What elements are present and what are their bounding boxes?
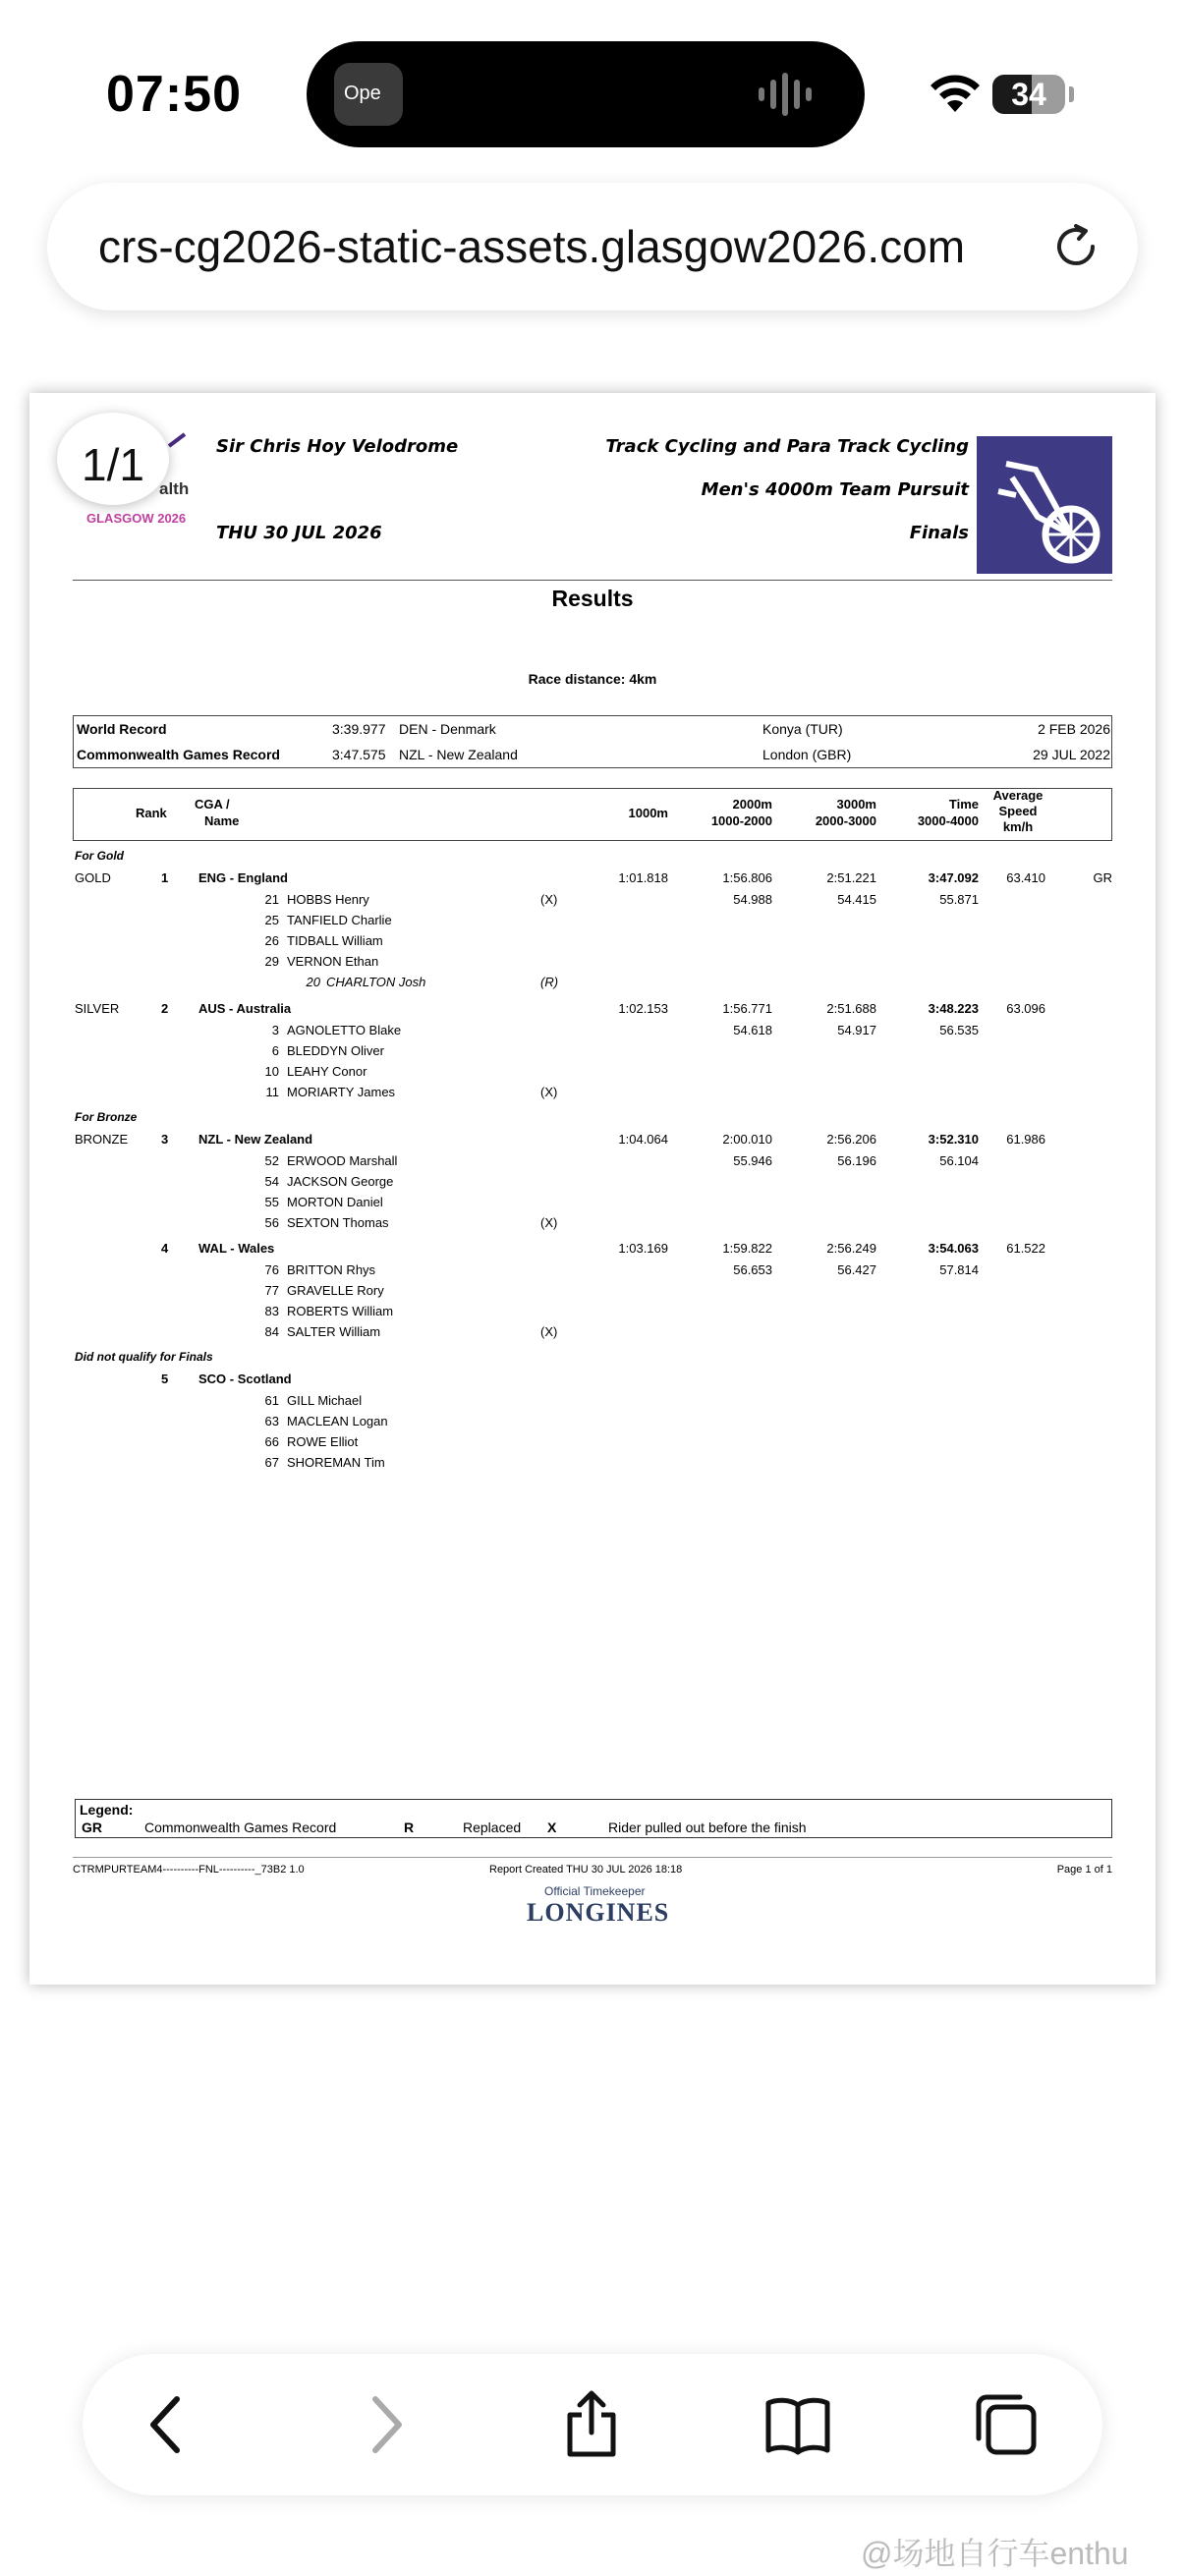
- rider-name: TANFIELD Charlie: [287, 913, 392, 927]
- timekeeper-label: Official Timekeeper: [544, 1884, 646, 1898]
- rider-number: 66: [264, 1434, 279, 1449]
- col-time-sub: 3000-4000: [917, 813, 979, 828]
- rider-name: MORIARTY James: [287, 1085, 396, 1099]
- col-cga: CGA /: [195, 797, 230, 812]
- rider-name: BRITTON Rhys: [287, 1262, 376, 1277]
- record-time: 3:39.977: [332, 721, 386, 737]
- rider-number: 21: [264, 892, 279, 907]
- rider-number: 25: [264, 913, 279, 927]
- legend-box: [75, 1799, 1112, 1838]
- rider-name: BLEDDYN Oliver: [287, 1043, 384, 1058]
- rider-flag: (X): [540, 1215, 558, 1230]
- legend-key: GR: [82, 1820, 102, 1835]
- rider-name: AGNOLETTO Blake: [287, 1023, 402, 1037]
- page-number: Page 1 of 1: [1056, 1864, 1112, 1876]
- avg-speed: 63.096: [1006, 1001, 1045, 1016]
- rider-number: 26: [264, 933, 279, 948]
- venue: Sir Chris Hoy Velodrome: [216, 436, 459, 457]
- rider-flag: (X): [540, 1085, 558, 1099]
- url-text[interactable]: crs-cg2026-static-assets.glasgow2026.com: [98, 221, 966, 272]
- event-date: THU 30 JUL 2026: [216, 523, 382, 543]
- dynamic-island[interactable]: [307, 41, 865, 147]
- rider-flag: (R): [540, 975, 559, 989]
- rank: 3: [161, 1132, 169, 1147]
- rider-number: 6: [271, 1043, 279, 1058]
- logo-mark-icon: [167, 432, 187, 448]
- lap-4000: 55.871: [939, 892, 979, 907]
- status-time: 07:50: [106, 66, 242, 123]
- split-2000: 1:59.822: [722, 1241, 772, 1256]
- col-2000m: 2000m: [732, 797, 772, 812]
- legend-value: Rider pulled out before the finish: [608, 1820, 807, 1835]
- cycling-pictogram: [977, 436, 1112, 574]
- medal: GOLD: [75, 870, 111, 885]
- avg-speed: 63.410: [1006, 870, 1045, 885]
- split-2000: 2:00.010: [722, 1132, 772, 1147]
- lap-2000: 55.946: [733, 1153, 772, 1168]
- rider-number: 52: [264, 1153, 279, 1168]
- col-2000m-sub: 1000-2000: [710, 813, 772, 828]
- rider-name: GILL Michael: [287, 1393, 363, 1408]
- address-bar[interactable]: [47, 183, 1138, 310]
- tabs-icon[interactable]: [971, 2389, 1042, 2460]
- reload-icon[interactable]: [1049, 220, 1102, 273]
- final-time: 3:48.223: [928, 1001, 979, 1016]
- rank: 1: [161, 870, 169, 885]
- safari-toolbar: [83, 2354, 1102, 2495]
- rider-name: ROBERTS William: [287, 1304, 394, 1318]
- report-created: Report Created THU 30 JUL 2026 18:18: [489, 1864, 683, 1876]
- lap-4000: 56.535: [939, 1023, 979, 1037]
- lap-3000: 54.917: [837, 1023, 876, 1037]
- lap-4000: 56.104: [939, 1153, 979, 1168]
- col-speed: Speed: [998, 804, 1038, 818]
- rider-name: CHARLTON Josh: [326, 975, 426, 989]
- rider-number: 29: [264, 954, 279, 969]
- forward-icon[interactable]: [348, 2389, 419, 2460]
- record-time: 3:47.575: [332, 747, 386, 762]
- split-3000: 2:51.221: [826, 870, 876, 885]
- legend-key: X: [547, 1820, 557, 1835]
- col-kmh: km/h: [1002, 819, 1034, 834]
- event-name: Men's 4000m Team Pursuit: [701, 479, 969, 500]
- record-venue: Konya (TUR): [762, 721, 843, 737]
- col-rank: Rank: [136, 806, 167, 820]
- team-name: WAL - Wales: [198, 1241, 275, 1256]
- rider-flag: (X): [540, 892, 558, 907]
- rank: 5: [161, 1372, 169, 1386]
- phase: Finals: [909, 523, 969, 543]
- split-3000: 2:56.206: [826, 1132, 876, 1147]
- legend-title: Legend:: [80, 1802, 134, 1818]
- rider-name: MORTON Daniel: [287, 1195, 383, 1209]
- rider-name: SHOREMAN Tim: [287, 1455, 385, 1470]
- rider-number: 61: [264, 1393, 279, 1408]
- final-time: 3:52.310: [928, 1132, 979, 1147]
- bicycle-icon: [977, 436, 1112, 574]
- lap-3000: 54.415: [837, 892, 876, 907]
- results-title: Results: [551, 586, 634, 611]
- medal: SILVER: [75, 1001, 120, 1016]
- split-3000: 2:51.688: [826, 1001, 876, 1016]
- rider-number: 63: [264, 1414, 279, 1428]
- record-date: 2 FEB 2026: [1038, 721, 1110, 737]
- rider-name: JACKSON George: [287, 1174, 394, 1189]
- logo-glasgow: GLASGOW 2026: [86, 511, 187, 526]
- col-1000m: 1000m: [628, 806, 668, 820]
- lap-4000: 57.814: [939, 1262, 979, 1277]
- avg-speed: 61.986: [1006, 1132, 1045, 1147]
- longines-logo: LONGINES: [527, 1898, 670, 1927]
- rider-number: 10: [264, 1064, 279, 1079]
- medal: BRONZE: [75, 1132, 129, 1147]
- avg-speed: 61.522: [1006, 1241, 1045, 1256]
- rider-name: ERWOOD Marshall: [287, 1153, 398, 1168]
- record-team: NZL - New Zealand: [399, 747, 518, 762]
- record-date: 29 JUL 2022: [1033, 747, 1110, 762]
- rider-name: LEAHY Conor: [287, 1064, 367, 1079]
- lap-2000: 56.653: [733, 1262, 772, 1277]
- rider-name: ROWE Elliot: [287, 1434, 359, 1449]
- team-name: ENG - England: [198, 870, 288, 885]
- team-name: NZL - New Zealand: [198, 1132, 313, 1147]
- rider-number: 54: [264, 1174, 279, 1189]
- col-3000m: 3000m: [836, 797, 876, 812]
- record-note: GR: [1093, 870, 1112, 885]
- split-1000: 1:02.153: [618, 1001, 668, 1016]
- battery-icon: [992, 75, 1065, 114]
- rider-flag: (X): [540, 1324, 558, 1339]
- header-rule: [73, 580, 1112, 581]
- wifi-icon: [928, 73, 983, 114]
- record-team: DEN - Denmark: [399, 721, 496, 737]
- sport: Track Cycling and Para Track Cycling: [605, 436, 969, 457]
- rider-number: 11: [265, 1085, 279, 1099]
- legend-key: R: [404, 1820, 415, 1835]
- rider-number: 83: [264, 1304, 279, 1318]
- section-gold: For Gold: [75, 849, 124, 863]
- page-indicator[interactable]: 1/1: [57, 413, 169, 505]
- rider-number: 3: [271, 1023, 279, 1037]
- split-1000: 1:04.064: [618, 1132, 668, 1147]
- logo-text: alth: [159, 479, 190, 498]
- section-bronze: For Bronze: [75, 1110, 138, 1124]
- col-avg: Average: [992, 788, 1044, 803]
- split-1000: 1:01.818: [618, 870, 668, 885]
- lap-3000: 56.427: [837, 1262, 876, 1277]
- col-3000m-sub: 2000-3000: [815, 813, 876, 828]
- report-code: CTRMPURTEAM4----------FNL----------_73B2 1.0: [73, 1864, 305, 1876]
- split-3000: 2:56.249: [826, 1241, 876, 1256]
- legend-value: Replaced: [463, 1820, 522, 1835]
- share-icon[interactable]: [556, 2389, 627, 2460]
- rider-number: 20: [306, 975, 320, 989]
- col-time: Time: [948, 797, 979, 812]
- rank: 2: [161, 1001, 169, 1016]
- section-dnq: Did not qualify for Finals: [75, 1350, 213, 1364]
- team-name: SCO - Scotland: [198, 1372, 292, 1386]
- pdf-page: [29, 393, 1156, 1985]
- split-1000: 1:03.169: [618, 1241, 668, 1256]
- rider-number: 56: [264, 1215, 279, 1230]
- final-time: 3:47.092: [928, 870, 979, 885]
- rider-name: GRAVELLE Rory: [287, 1283, 384, 1298]
- rider-name: TIDBALL William: [287, 933, 383, 948]
- watermark: @场地自行车enthu: [861, 2536, 1129, 2571]
- team-name: AUS - Australia: [198, 1001, 292, 1016]
- split-2000: 1:56.771: [722, 1001, 772, 1016]
- col-name: Name: [204, 813, 240, 828]
- rider-number: 84: [264, 1324, 279, 1339]
- rider-number: 55: [264, 1195, 279, 1209]
- rider-name: HOBBS Henry: [287, 892, 369, 907]
- rider-name: SALTER William: [287, 1324, 381, 1339]
- split-2000: 1:56.806: [722, 870, 772, 885]
- battery-level: 34: [1011, 77, 1046, 112]
- lap-3000: 56.196: [837, 1153, 876, 1168]
- app-icon[interactable]: Ope: [334, 63, 403, 126]
- final-time: 3:54.063: [928, 1241, 979, 1256]
- race-distance: Race distance: 4km: [528, 671, 657, 687]
- legend-value: Commonwealth Games Record: [144, 1820, 337, 1835]
- rider-number: 77: [264, 1283, 279, 1298]
- record-venue: London (GBR): [762, 747, 852, 762]
- back-icon[interactable]: [134, 2389, 204, 2460]
- rider-name: MACLEAN Logan: [287, 1414, 388, 1428]
- record-label: World Record: [77, 721, 167, 737]
- bookmarks-icon[interactable]: [762, 2389, 833, 2460]
- rider-name: VERNON Ethan: [287, 954, 379, 969]
- lap-2000: 54.618: [733, 1023, 772, 1037]
- audio-wave-icon: [759, 71, 821, 118]
- footer-rule: [73, 1857, 1112, 1858]
- rider-name: SEXTON Thomas: [287, 1215, 389, 1230]
- lap-2000: 54.988: [733, 892, 772, 907]
- record-label: Commonwealth Games Record: [77, 747, 280, 762]
- rider-number: 76: [264, 1262, 279, 1277]
- rider-number: 67: [264, 1455, 279, 1470]
- rank: 4: [161, 1241, 169, 1256]
